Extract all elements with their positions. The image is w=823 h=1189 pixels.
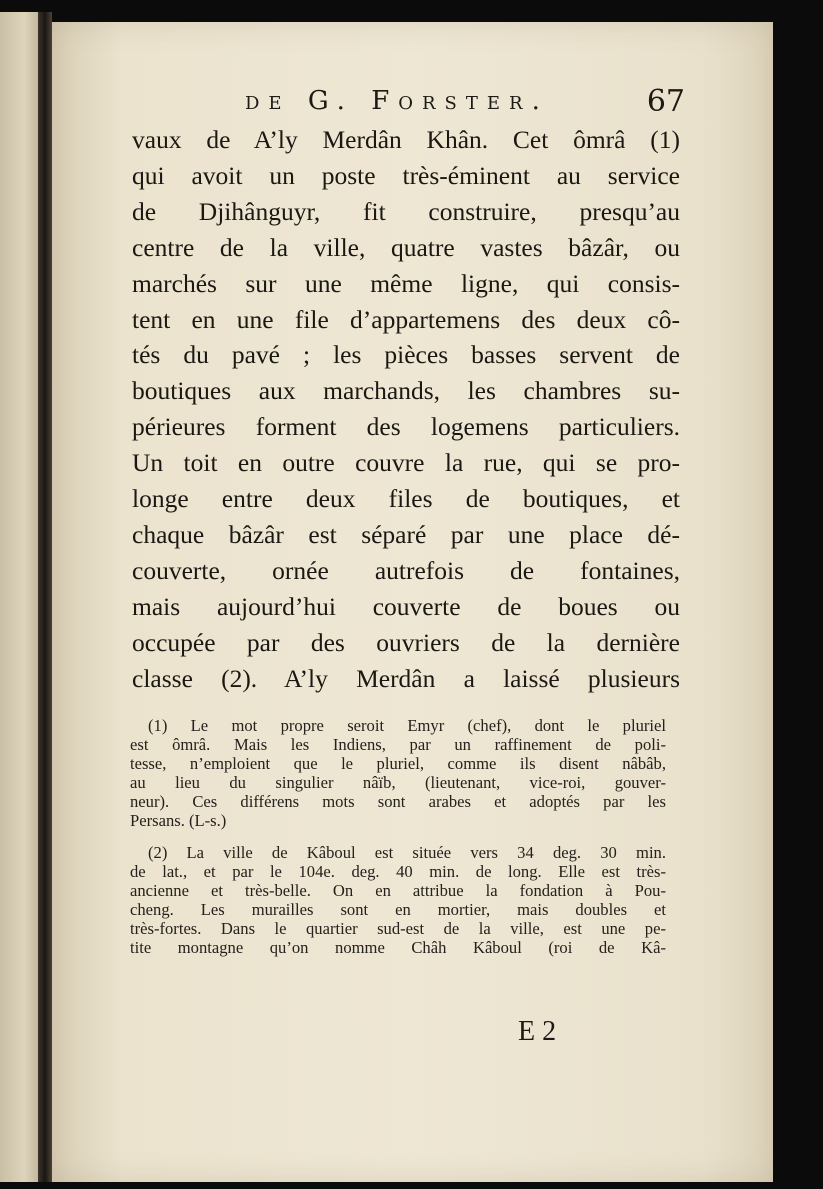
text-line: boutiques aux marchands, les chambres su- [132, 376, 680, 406]
footnote-line: est ômrâ. Mais les Indiens, par un raffinement de poli- [130, 735, 666, 755]
footnote-line: (1) Le mot propre seroit Emyr (chef), dont le pluriel [148, 716, 666, 735]
footnote-line: tesse, n’emploient que le pluriel, comme ils disent nâbâb, [130, 754, 666, 774]
page-number: 67 [646, 84, 685, 119]
footnote-line: de lat., et par le 104e. deg. 40 min. de long. Elle est très- [130, 861, 666, 881]
text-line: couverte, ornée autrefois de fontaines, [132, 555, 680, 585]
text-line: tés du pavé ; les pièces basses servent de [132, 340, 680, 370]
text-line: mais aujourd’hui couverte de boues ou [132, 591, 680, 621]
footnote-line: Persans. (L-s.) [130, 811, 227, 831]
signature-mark: E 2 [518, 1016, 557, 1047]
text-line: Un toit en outre couvre la rue, qui se pro- [132, 448, 680, 478]
page-header [245, 84, 685, 124]
main-text [132, 122, 680, 697]
text-line: chaque bâzâr est séparé par une place dé- [132, 519, 680, 549]
footnote-line: tite montagne qu’on nomme Châh Kâboul (roi de Kâ- [130, 938, 666, 958]
book-gutter [38, 12, 52, 1182]
text-line: marchés sur une même ligne, qui consis- [132, 268, 680, 298]
running-head: de G. Forster. [245, 86, 549, 116]
footnote-line: (2) La ville de Kâboul est située vers 34 deg. 30 min. [148, 842, 666, 862]
text-line: qui avoit un poste très-éminent au service [132, 160, 680, 190]
footnotes [130, 716, 666, 957]
scan-border [773, 22, 823, 1189]
text-line: périeures forment des logemens particuliers. [132, 412, 680, 442]
footnote-line: neur). Ces différens mots sont arabes et adoptés par les [130, 792, 666, 812]
text-line: centre de la ville, quatre vastes bâzâr, ou [132, 232, 680, 262]
text-line: classe (2). A’ly Merdân a laissé plusieurs [132, 663, 680, 693]
text-line: vaux de A’ly Merdân Khân. Cet ômrâ (1) [132, 125, 680, 154]
text-line: de Djihânguyr, fit construire, presqu’au [132, 196, 680, 226]
text-line: longe entre deux files de boutiques, et [132, 484, 680, 514]
footnote-2 [130, 843, 666, 958]
footnote-line: au lieu du singulier nâïb, (lieutenant, vice-roi, gouver- [130, 773, 666, 793]
footnote-line: ancienne et très-belle. On en attribue la fondation à Pou- [130, 880, 666, 900]
footnote-line: cheng. Les murailles sont en mortier, mais doubles et [130, 899, 666, 919]
text-line: occupée par des ouvriers de la dernière [132, 627, 680, 657]
footnote-1 [130, 716, 666, 831]
footnote-line: très-fortes. Dans le quartier sud-est de la ville, est une pe- [130, 918, 666, 938]
text-line: tent en une file d’appartemens des deux cô- [132, 304, 680, 334]
